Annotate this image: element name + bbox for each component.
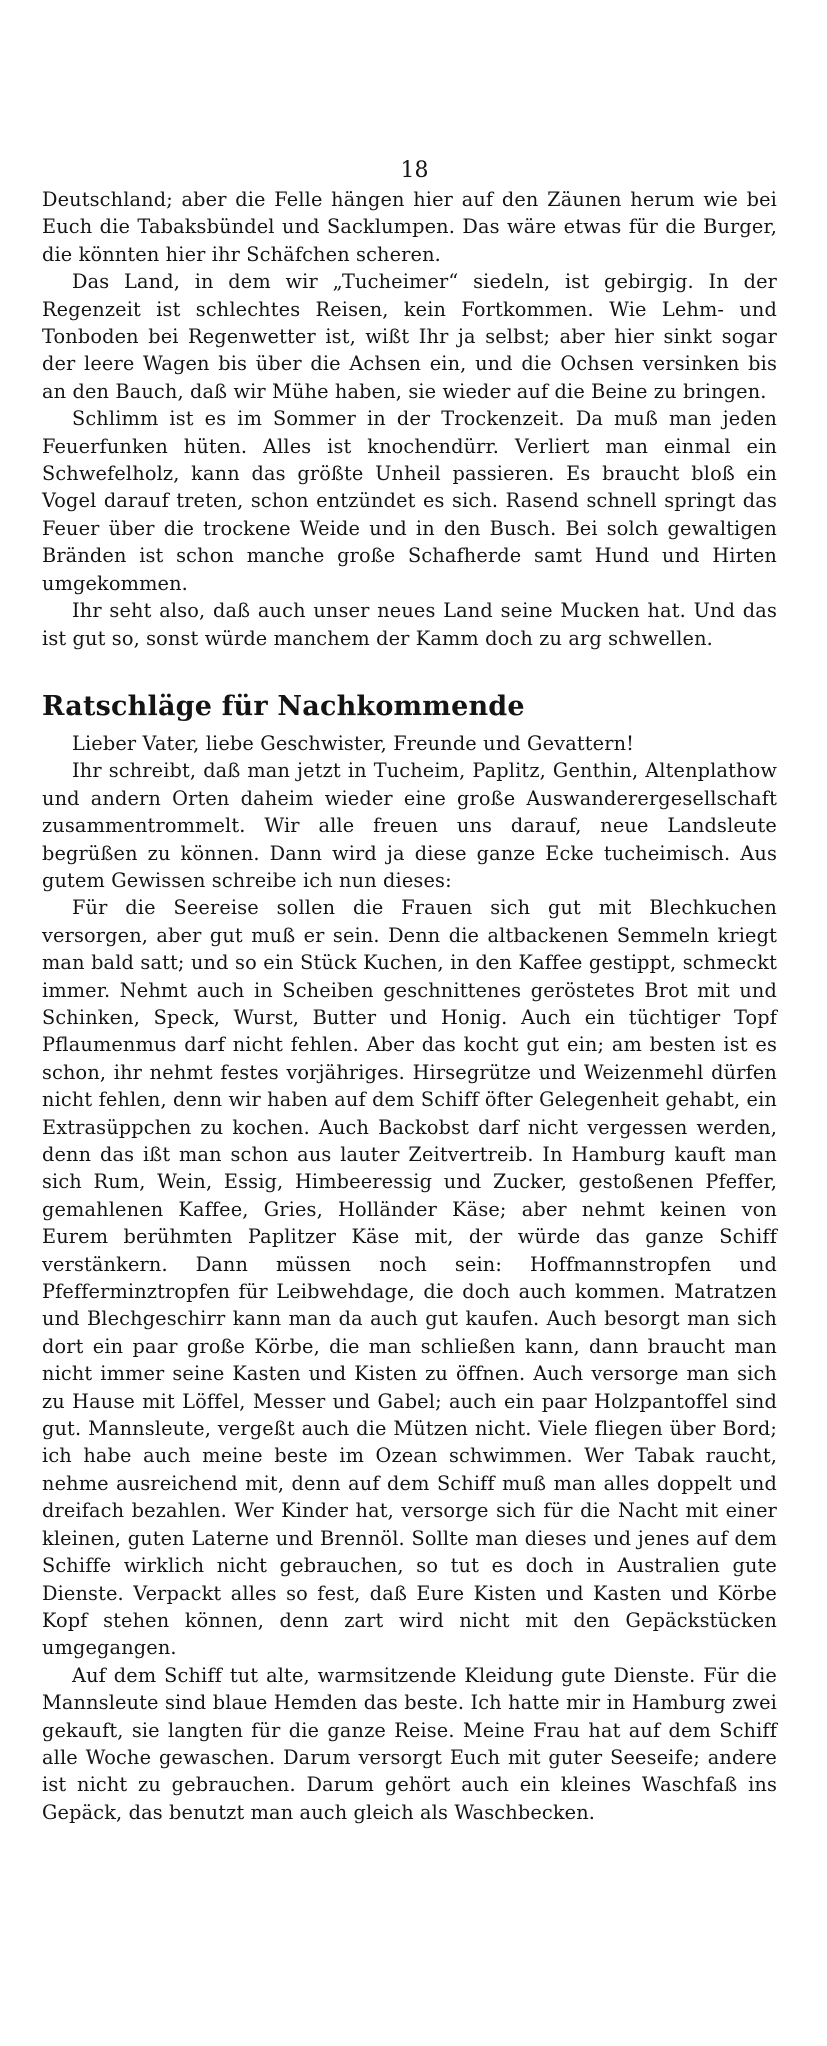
page-number: 18 [400, 158, 429, 183]
paragraph-continuation: Deutschland; aber die Felle hängen hier auf den Zäunen herum wie bei Euch die Tabaksbündel und Sacklumpen. Das wäre etwas für die Burger, die könnten hier ihr Schäfchen scheren. [42, 188, 777, 266]
paragraph-mucken: Ihr seht also, daß auch unser neues Land seine Mucken hat. Und das ist gut so, sonst würde manchem der Kamm doch zu arg schwellen. [42, 599, 777, 650]
paragraph-emigration-news: Ihr schreibt, daß man jetzt in Tucheim, Paplitz, Genthin, Altenplathow und andern Orten daheim wieder eine große Auswanderergesellschaft zusammentrommelt. Wir alle freuen uns darauf, neue Landsleute begrüßen zu können. Dann wird ja diese ganze Ecke tucheimisch. Aus gutem Gewissen schreibe ich nun dieses: [42, 759, 777, 892]
paragraph-clothing-advice: Auf dem Schiff tut alte, warmsitzende Kleidung gute Dienste. Für die Mannsleute sind blaue Hemden das beste. Ich hatte mir in Hamburg zwei gekauft, sie langten für die ganze Reise. Meine Frau hat auf dem Schiff alle Woche gewaschen. Darum versorgt Euch mit guter Seeseife; andere ist nicht zu gebrauchen. Darum gehört auch ein kleines Waschfaß ins Gepäck, das benutzt man auch gleich als Waschbecken. [42, 1663, 777, 1824]
letter-salutation: Lieber Vater, liebe Geschwister, Freunde und Gevattern! [72, 731, 635, 755]
paragraph-sea-voyage-advice: Für die Seereise sollen die Frauen sich gut mit Blechkuchen versorgen, aber gut muß er sein. Denn die altbackenen Semmeln kriegt man bald satt; und so ein Stück Kuchen, in den Kaffee gestippt, schmeckt immer. Nehmt auch in Scheiben geschnittenes geröstetes Brot mit und Schinken, Speck, Wurst, Butter und Honig. Auch ein tüchtiger Topf Pflaumenmus darf nicht fehlen. Aber das kocht gut ein; am besten ist es schon, ihr nehmt festes vorjähriges. Hirsegrütze und Weizenmehl dürfen nicht fehlen, denn wir haben auf dem Schiff öfter Gelegenheit gehabt, ein Extrasüppchen zu kochen. Auch Backobst darf nicht vergessen werden, denn das ißt man schon aus lauter Zeitvertreib. In Hamburg kauft man sich Rum, Wein, Essig, Himbeeressig und Zucker, gestoßenen Pfeffer, gemahlenen Kaffee, Gries, Holländer Käse; aber nehmt keinen von Eurem berühmten Paplitzer Käse mit, der würde das ganze Schiff verstänkern. Dann müssen noch sein: Hoffmannstropfen und Pfefferminztropfen für Leibwehdage, die doch auch kommen. Matratzen und Blechgeschirr kann man da auch gut kaufen. Auch besorgt man sich dort ein paar große Körbe, die man schließen kann, dann braucht man nicht immer seine Kasten und Kisten zu öffnen. Auch versorge man sich zu Hause mit Löffel, Messer und Gabel; auch ein paar Holzpantoffel sind gut. Mannsleute, vergeßt auch die Mützen nicht. Viele fliegen über Bord; ich habe auch meine beste im Ozean schwimmen. Wer Tabak raucht, nehme ausreichend mit, denn auf dem Schiff muß man alles doppelt und dreifach bezahlen. Wer Kinder hat, versorge sich für die Nacht mit einer kleinen, guten Laterne und Brennöl. Sollte man dieses und jenes auf dem Schiffe wirklich nicht gebrauchen, so tut es doch in Australien gute Dienste. Verpackt alles so fest, daß Eure Kisten und Kasten und Körbe Kopf stehen können, denn zart wird nicht mit den Gepäckstücken umgegangen. [42, 896, 777, 1660]
section-heading: Ratschläge für Nachkommende [42, 690, 525, 722]
paragraph-mountain-land: Das Land, in dem wir „Tucheimer“ siedeln, ist gebirgig. In der Regenzeit ist schlechtes Reisen, kein Fortkommen. Wie Lehm- und Tonboden bei Regenwetter ist, wißt Ihr ja selbst; aber hier sinkt sogar der leere Wagen bis über die Achsen ein, und die Ochsen versinken bis an den Bauch, daß wir Mühe haben, sie wieder auf die Beine zu bringen. [42, 270, 777, 403]
paragraph-dry-season: Schlimm ist es im Sommer in der Trockenzeit. Da muß man jeden Feuerfunken hüten. Alles ist knochendürr. Verliert man einmal ein Schwefelholz, kann das größte Unheil passieren. Es braucht bloß ein Vogel darauf treten, schon entzündet es sich. Rasend schnell springt das Feuer über die trockene Weide und in den Busch. Bei solch gewaltigen Bränden ist schon manche große Schafherde samt Hund und Hirten umgekommen. [42, 407, 777, 595]
